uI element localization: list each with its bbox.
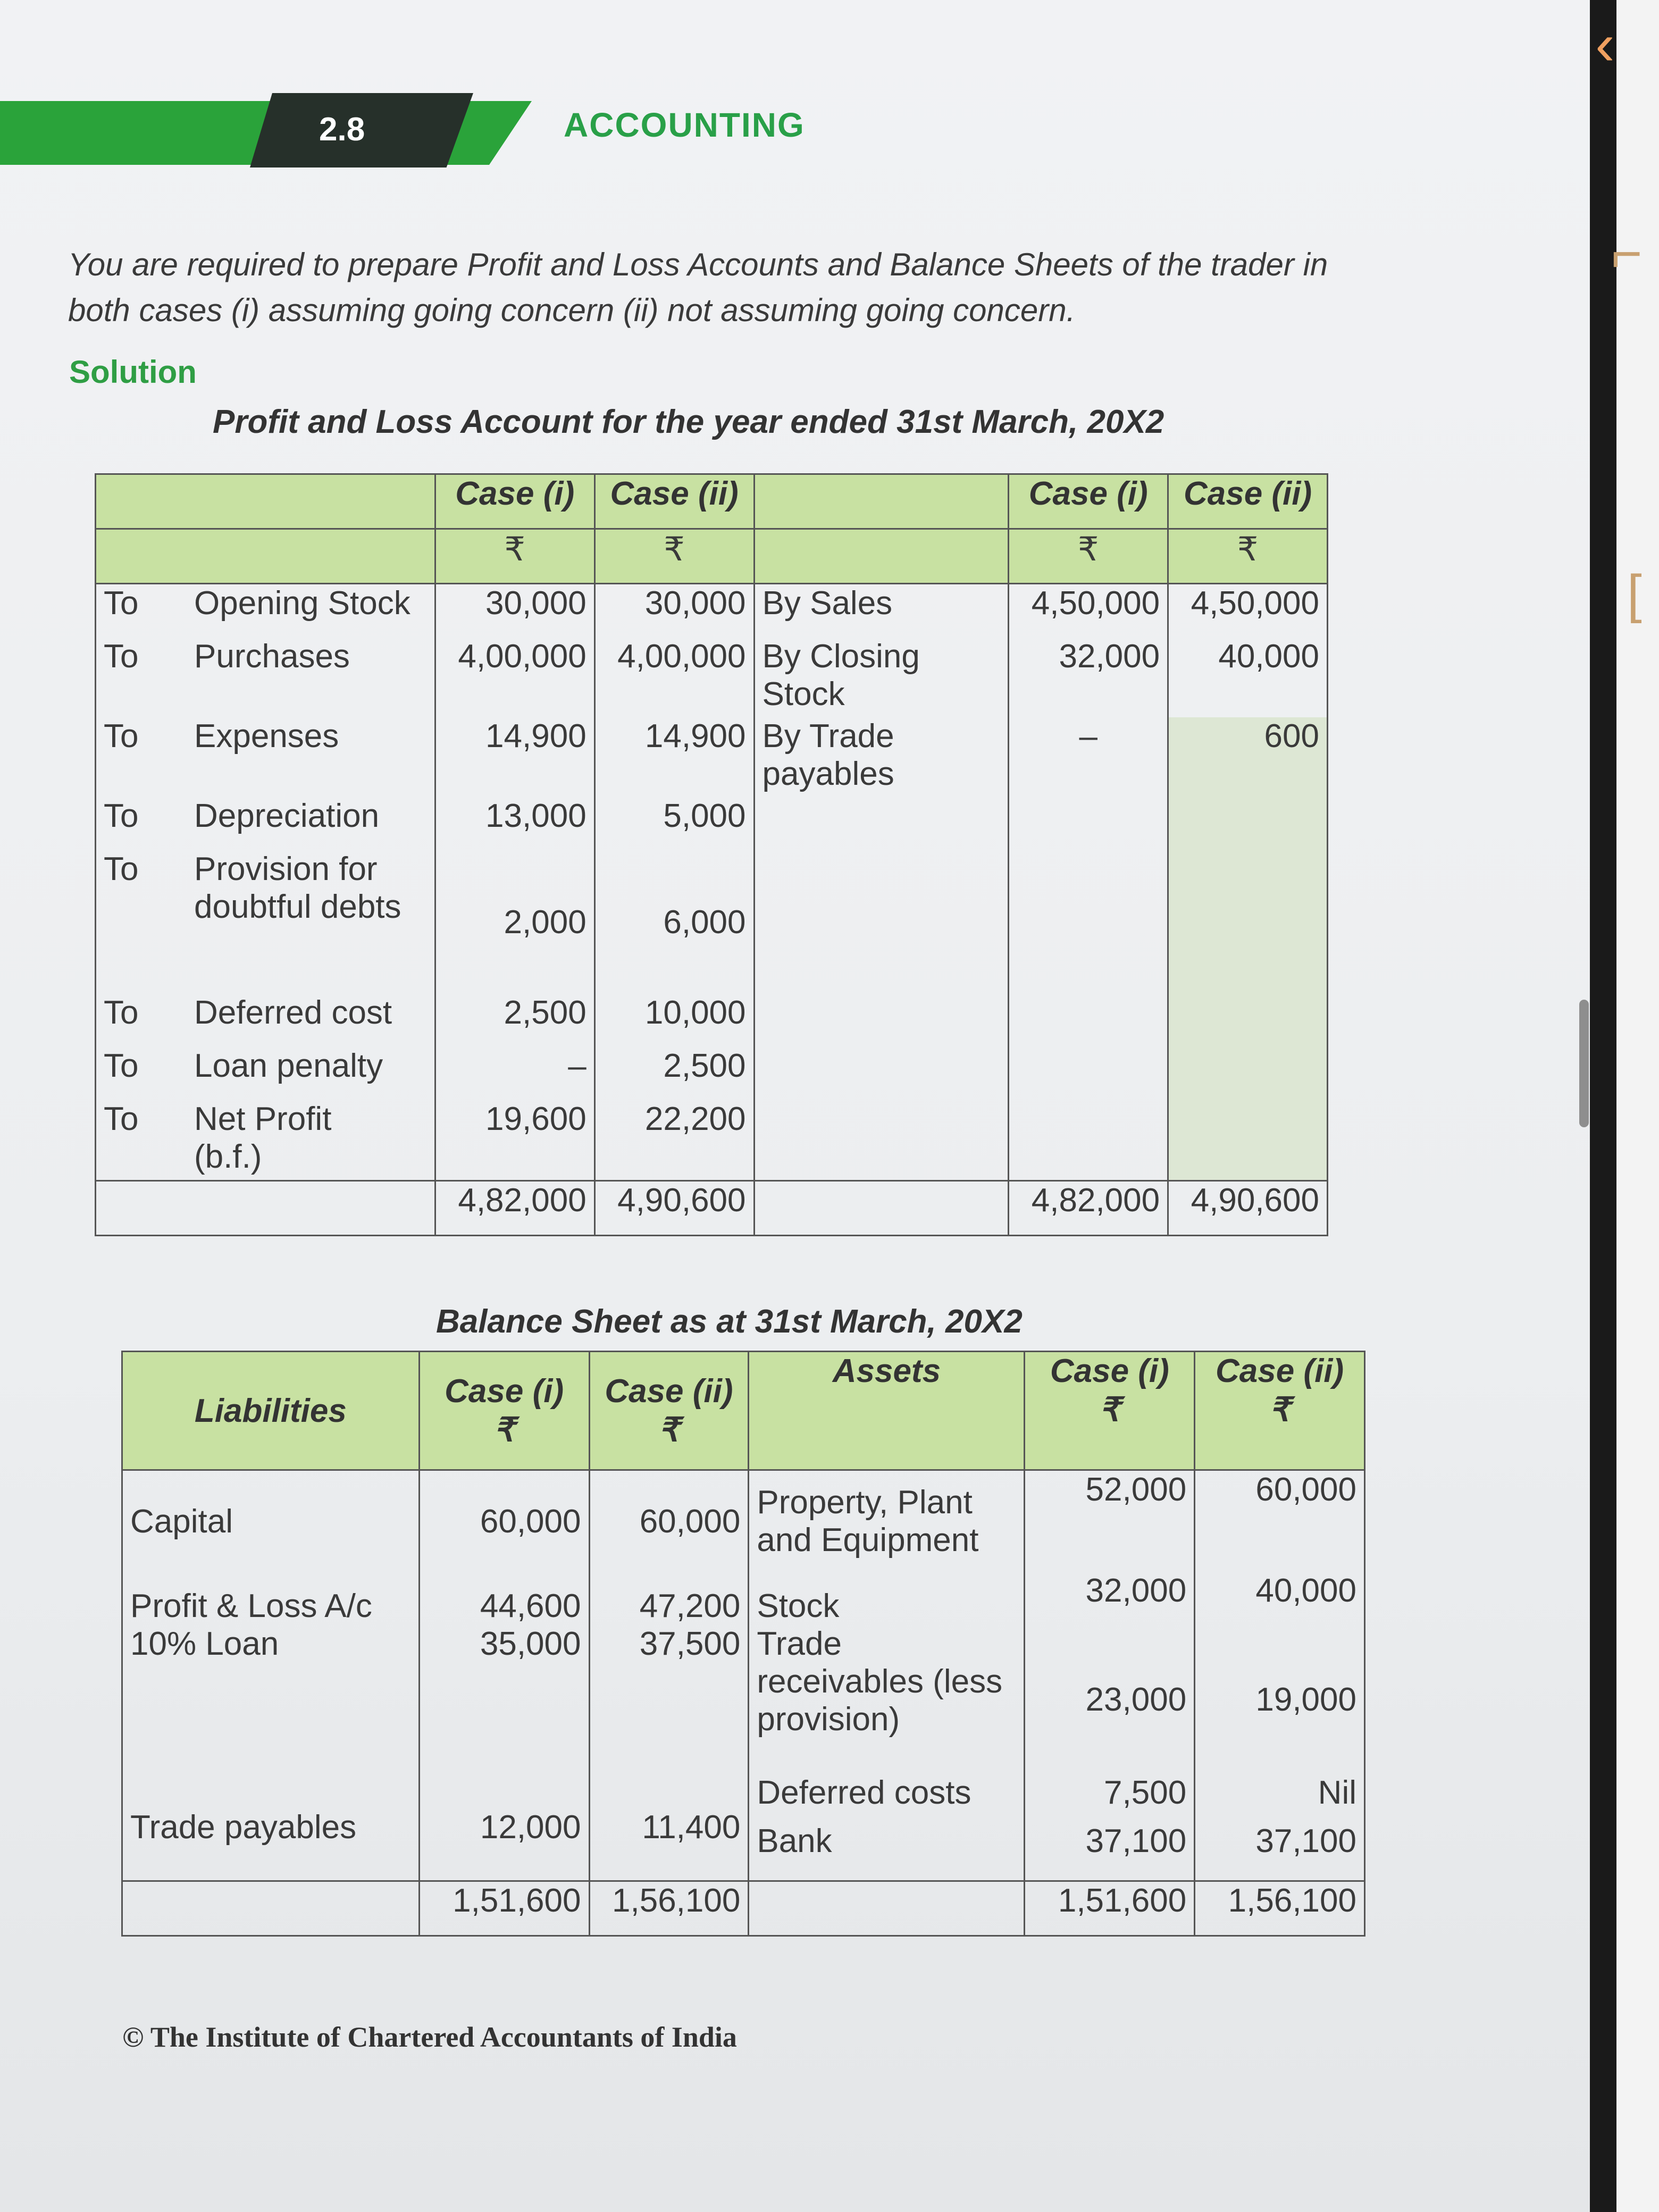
bs-liability-label: 10% Loan: [122, 1625, 420, 1774]
bs-col-case1: Case (i): [445, 1373, 564, 1410]
pl-total-credit-case1: 4,82,000: [1009, 1181, 1168, 1236]
pl-credit-label: By Sales: [754, 584, 1009, 638]
pl-debit-label: Provision for doubtful debts: [194, 851, 401, 925]
bs-header-row: [122, 1352, 1365, 1470]
profit-loss-table: [95, 473, 1328, 1236]
adjacent-page: [1616, 0, 1659, 2212]
balance-sheet-table: [121, 1351, 1365, 1937]
chevron-left-icon[interactable]: ‹: [1595, 12, 1615, 77]
intro-text: You are required to prepare Profit and Loss Accounts and Balance Sheets of the trader in both cases (i) assuming going concern (ii) not assuming going concern.: [68, 247, 1328, 328]
table-row: To Depreciation 13,000 5,000: [96, 797, 1328, 850]
currency-symbol: ₹: [1168, 529, 1328, 584]
pl-debit-label: Purchases: [194, 638, 350, 675]
table-row: To Loan penalty – 2,500: [96, 1047, 1328, 1100]
pl-col-case2-credit: Case (ii): [1168, 474, 1328, 529]
currency-symbol: ₹: [435, 529, 594, 584]
solution-heading: Solution: [69, 354, 197, 390]
pl-credit-label: By Trade payables: [754, 717, 1009, 797]
table-row: To Deferred cost 2,500 10,000: [96, 994, 1328, 1047]
footer-copyright: © The Institute of Chartered Accountants of India: [122, 2021, 737, 2053]
bs-total-row: [122, 1881, 1365, 1936]
bs-total-assets-case1: 1,51,600: [1025, 1881, 1195, 1936]
table-row: 10% Loan 35,000 37,500 Trade receivables (less provision) 23,000 19,000: [122, 1625, 1365, 1774]
pl-credit-label: By Closing Stock: [754, 638, 1009, 717]
table-row: Capital 60,000 60,000 Property, Plant and Equipment 52,000 60,000: [122, 1470, 1365, 1572]
pl-title: Profit and Loss Account for the year ended 31st March, 20X2: [213, 404, 1164, 440]
pl-col-case2: Case (ii): [594, 474, 754, 529]
bs-total-liabilities-case1: 1,51,600: [419, 1881, 589, 1936]
table-row: To Opening Stock 30,000 30,000 By Sales 4,50,000 4,50,000: [96, 584, 1328, 638]
bs-asset-label: Deferred costs: [757, 1774, 971, 1811]
table-row: To Purchases 4,00,000 4,00,000 By Closing Stock 32,000 40,000: [96, 638, 1328, 717]
pl-total-debit-case1: 4,82,000: [435, 1181, 594, 1236]
pl-total-debit-case2: 4,90,600: [594, 1181, 754, 1236]
pl-debit-label: Deferred cost: [194, 994, 392, 1031]
pl-debit-label: Depreciation: [194, 798, 380, 834]
bs-col-assets: Assets: [749, 1352, 1025, 1470]
bs-col-case2: Case (ii): [605, 1373, 733, 1410]
bs-asset-label: Stock: [749, 1572, 1025, 1625]
bs-col-liabilities: Liabilities: [122, 1352, 420, 1470]
currency-symbol: ₹: [594, 529, 754, 584]
bs-total-liabilities-case2: 1,56,100: [589, 1881, 749, 1936]
margin-mark-icon: [: [1627, 564, 1642, 624]
chapter-number: 2.8: [319, 111, 365, 148]
bs-liability-label: Profit & Loss A/c: [122, 1572, 420, 1625]
bs-col-case1-assets: Case (i): [1050, 1353, 1169, 1389]
table-row: Profit & Loss A/c 44,600 47,200 Stock 32,000 40,000: [122, 1572, 1365, 1625]
pl-currency-row: [96, 529, 1328, 584]
bs-title: Balance Sheet as at 31st March, 20X2: [436, 1303, 1023, 1340]
table-row: To Expenses 14,900 14,900 By Trade payables – 600: [96, 717, 1328, 797]
pl-col-case1-credit: Case (i): [1009, 474, 1168, 529]
bs-liability-label: Capital: [122, 1470, 420, 1572]
currency-symbol: ₹: [1269, 1392, 1291, 1428]
currency-symbol: ₹: [1099, 1392, 1120, 1428]
table-row: To Net Profit (b.f.) 19,600 22,200: [96, 1100, 1328, 1181]
table-row: Trade payables 12,000 11,400 Deferred costs Bank 7,500 37,100 Nil 37,100: [122, 1774, 1365, 1881]
pl-col-case1: Case (i): [435, 474, 594, 529]
bs-total-assets-case2: 1,56,100: [1195, 1881, 1365, 1936]
bs-liability-label: Trade payables: [122, 1774, 420, 1881]
bs-asset-label: Bank: [757, 1823, 832, 1859]
pl-debit-label: Loan penalty: [194, 1048, 383, 1084]
currency-symbol: ₹: [1009, 529, 1168, 584]
bs-asset-label: Trade receivables (less provision): [749, 1625, 1025, 1774]
margin-mark-icon: ⌐: [1611, 224, 1643, 283]
table-row: To Provision for doubtful debts 2,000 6,000: [96, 850, 1328, 994]
scrollbar-thumb[interactable]: [1579, 1000, 1589, 1127]
pl-debit-label: Opening Stock: [194, 585, 410, 622]
currency-symbol: ₹: [658, 1412, 680, 1448]
bs-col-case2-assets: Case (ii): [1215, 1353, 1344, 1389]
bs-asset-label: Property, Plant and Equipment: [749, 1470, 1025, 1572]
pl-header-row: [96, 474, 1328, 529]
pl-total-credit-case2: 4,90,600: [1168, 1181, 1328, 1236]
pl-debit-label: Expenses: [194, 718, 339, 755]
pl-total-row: [96, 1181, 1328, 1236]
pl-debit-label: Net Profit (b.f.): [194, 1101, 332, 1175]
chapter-title: ACCOUNTING: [564, 106, 805, 144]
currency-symbol: ₹: [493, 1412, 515, 1448]
